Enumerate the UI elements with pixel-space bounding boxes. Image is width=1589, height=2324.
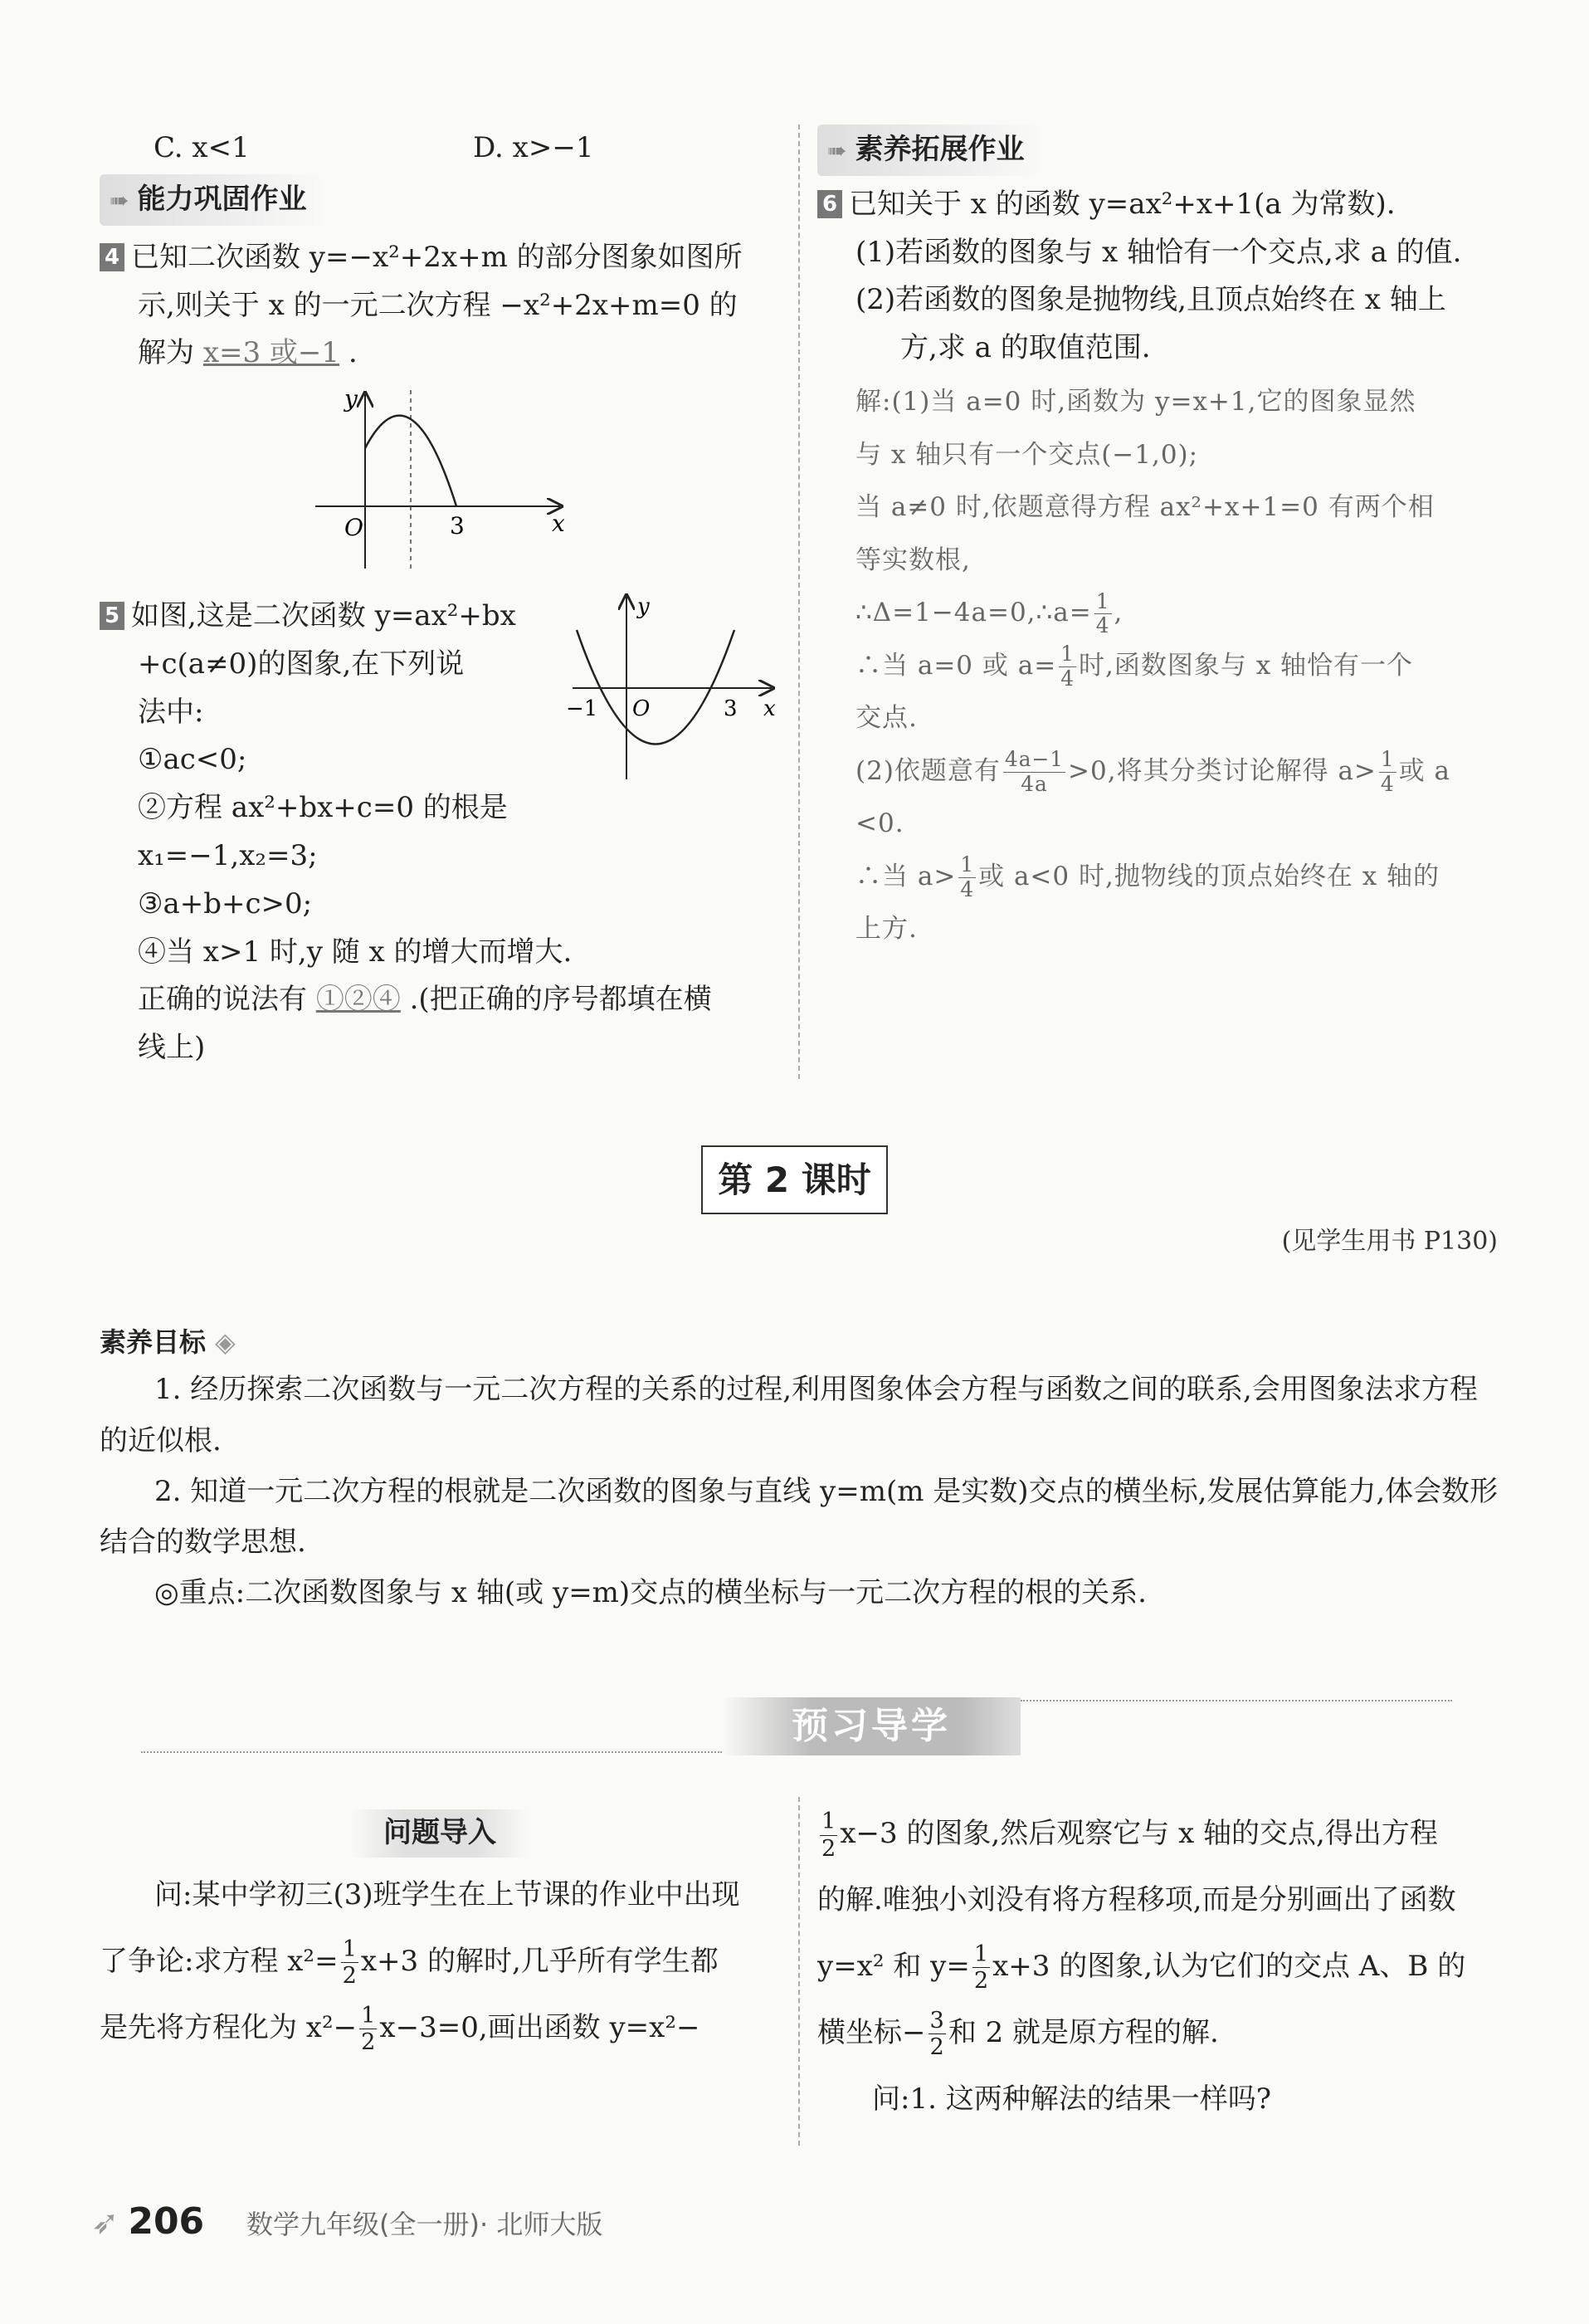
left-column (100, 174, 780, 1072)
q5-prompt: 正确的说法有 (138, 983, 307, 1017)
intro-line: 问:某中学初三(3)班学生在上节课的作业中出现 (154, 1877, 740, 1911)
question-4: 4 已知二次函数 y=−x²+2x+m 的部分图象如图所 示,则关于 x 的一元二次方程 −x²+2x+m=0 的 解为 x=3 或−1 . y x O 3 (100, 234, 780, 593)
q5-statement-2b: x₁=−1,x₂=3; (138, 838, 318, 872)
key-point: ◎重点:二次函数图象与 x 轴(或 y=m)交点的横坐标与一元二次方程的根的关系. (154, 1576, 1147, 1610)
origin-label: O (344, 514, 363, 542)
fraction: $\frac{1}{4}$ (1095, 588, 1110, 638)
question-5 (100, 593, 780, 1072)
lesson-title: 第 2 课时 (701, 1145, 887, 1214)
lesson-title-wrap (0, 1145, 1589, 1214)
intro-line: y=x² 和 y= $\frac{1}{2}$ x+3 的图象,认为它们的交点 A、B 的 (817, 1941, 1466, 1994)
fraction: $\frac{1}{2}$ (973, 1941, 989, 1994)
learning-goals (100, 1320, 1502, 1618)
book-title: 数学九年级(全一册)· 北师大版 (246, 2209, 603, 2240)
tick-left-label: −1 (566, 696, 598, 721)
option-c: C. x<1 (154, 131, 250, 164)
solution-line: 解:(1)当 a=0 时,函数为 y=x+1,它的图象显然 (855, 386, 1416, 417)
q5-text-2: +c(a≠0)的图象,在下列说 (138, 647, 465, 681)
arrow-icon: ➠ (110, 187, 129, 214)
solution-line: ∴当 a=0 或 a= $\frac{1}{4}$ 时,函数图象与 x 轴恰有一个 (855, 642, 1414, 691)
q4-answer: x=3 或−1 (202, 336, 340, 370)
logo-icon: ➶ (91, 2204, 119, 2242)
solution-line: <0. (855, 808, 904, 839)
page-number: 206 (128, 2200, 205, 2243)
q5-graph (564, 584, 780, 784)
solution-line: ∴当 a> $\frac{1}{4}$ 或 a<0 时,抛物线的顶点始终在 x 轴的 (855, 852, 1440, 901)
q5-statement-2: ②方程 ax²+bx+c=0 的根是 (138, 791, 508, 825)
fraction: $\frac{1}{4}$ (960, 852, 975, 901)
q6-part-1: (1)若函数的图象与 x 轴恰有一个交点,求 a 的值. (855, 235, 1462, 269)
goal-1: 1. 经历探索二次函数与一元二次方程的关系的过程,利用图象体会方程与函数之间的联系,会用图象法求方程的近似根. (100, 1373, 1478, 1457)
origin-label: O (632, 696, 651, 721)
diamond-icon: ◈ (215, 1326, 236, 1358)
y-label: y (344, 385, 358, 413)
intro-heading: 问题导入 (350, 1809, 529, 1858)
tick-label: 3 (450, 512, 465, 540)
q5-text: 如图,这是二次函数 y=ax²+bx (131, 598, 516, 632)
q6-part-2: (2)若函数的图象是抛物线,且顶点始终在 x 轴上 (855, 283, 1446, 317)
intro-line: $\frac{1}{2}$ x−3 的图象,然后观察它与 x 轴的交点,得出方程 (821, 1809, 1438, 1862)
fraction: $\frac{4a-1}{4a}$ (1004, 747, 1065, 796)
parabola (577, 630, 734, 745)
fraction: $\frac{1}{2}$ (821, 1809, 836, 1862)
goal-2: 2. 知道一元二次方程的根就是二次函数的图象与直线 y=m(m 是实数)交点的横坐标,发展估算能力,体会数形结合的数学思想. (100, 1474, 1499, 1559)
q5-statement-3: ③a+b+c>0; (138, 886, 313, 920)
column-divider (798, 124, 800, 1079)
option-d: D. x>−1 (473, 131, 594, 164)
fraction: $\frac{1}{4}$ (1380, 747, 1395, 796)
q4-text-3: 解为 (138, 336, 194, 370)
fraction: $\frac{1}{2}$ (361, 2002, 376, 2056)
intro-line: 了争论:求方程 x²= $\frac{1}{2}$ x+3 的解时,几乎所有学生都 (100, 1936, 719, 1990)
goals-label: 素养目标 ◈ (100, 1326, 236, 1358)
q4-text: 已知二次函数 y=−x²+2x+m 的部分图象如图所 (131, 240, 743, 274)
q6-stem: 已知关于 x 的函数 y=ax²+x+1(a 为常数). (849, 187, 1396, 221)
intro-line: 问:1. 这两种解法的结果一样吗? (872, 2082, 1271, 2116)
y-label: y (637, 593, 650, 619)
student-book-reference: (见学生用书 P130) (1281, 1227, 1498, 1256)
q6-solution (817, 376, 1506, 956)
solution-line: 与 x 轴只有一个交点(−1,0); (855, 439, 1199, 470)
intro-right (817, 1801, 1506, 2132)
q5-statement-4: ④当 x>1 时,y 随 x 的增大而增大. (138, 935, 573, 969)
question-number: 4 (100, 243, 124, 271)
solution-line: 交点. (855, 703, 918, 734)
banner-line-left (141, 1751, 722, 1753)
banner-line-right (1021, 1700, 1452, 1702)
q5-text-3: 法中: (138, 695, 204, 729)
x-label: x (763, 696, 776, 721)
question-number: 6 (817, 190, 842, 218)
solution-line: 上方. (855, 914, 918, 945)
solution-line: (2)依题意有 $\frac{4a-1}{4a}$ >0,将其分类讨论解得 a> $\frac{1}{4}$ 或 a (855, 747, 1451, 796)
arrow-icon: ➠ (827, 137, 847, 164)
solution-line: 等实数根, (855, 544, 971, 575)
column-divider-lower (798, 1797, 800, 2146)
section-title-extension: ➠ 素养拓展作业 (817, 124, 1044, 176)
q5-answer: ①②④ (315, 983, 401, 1017)
fraction: $\frac{3}{2}$ (929, 2007, 944, 2061)
q4-graph (100, 378, 780, 577)
question-number: 5 (100, 602, 124, 630)
q4-text-2: 示,则关于 x 的一元二次方程 −x²+2x+m=0 的 (138, 288, 738, 322)
section-title-consolidation: ➠ 能力巩固作业 (100, 174, 326, 226)
tick-right-label: 3 (724, 696, 738, 721)
question-6 (817, 181, 1506, 956)
intro-left (100, 1809, 780, 2061)
solution-line: ∴Δ=1−4a=0,∴a= $\frac{1}{4}$ , (855, 588, 1124, 638)
q5-prompt-3: 线上) (138, 1031, 206, 1065)
right-column (817, 124, 1506, 956)
intro-line: 横坐标− $\frac{3}{2}$ 和 2 就是原方程的解. (817, 2007, 1219, 2061)
q6-part-2b: 方,求 a 的取值范围. (900, 331, 1151, 365)
fraction: $\frac{1}{4}$ (1060, 642, 1075, 691)
page-footer (91, 2191, 602, 2253)
solution-line: 当 a≠0 时,依题意得方程 ax²+x+1=0 有两个相 (855, 492, 1435, 523)
fraction: $\frac{1}{2}$ (342, 1936, 357, 1990)
q5-prompt-2: .(把正确的序号都填在横 (409, 983, 712, 1017)
q5-statement-1: ①ac<0; (138, 743, 247, 777)
intro-line: 的解.唯独小刘没有将方程移项,而是分别画出了函数 (817, 1882, 1456, 1916)
preview-banner: 预习导学 (722, 1697, 1021, 1755)
intro-line: 是先将方程化为 x²− $\frac{1}{2}$ x−3=0,画出函数 y=x²− (100, 2002, 700, 2056)
x-label: x (552, 510, 565, 538)
